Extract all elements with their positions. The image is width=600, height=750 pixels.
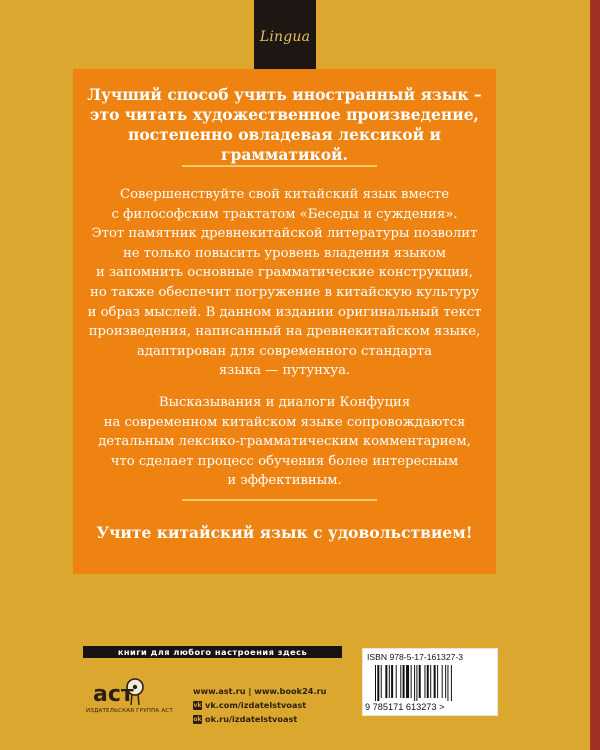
publisher-name: ИЗДАТЕЛЬСКАЯ ГРУППА АСТ bbox=[86, 708, 173, 714]
series-logo-tab bbox=[254, 0, 316, 74]
barcode-bar bbox=[381, 665, 382, 698]
lead-line: Лучший способ учить иностранный язык – bbox=[87, 85, 482, 104]
description-line: адаптирован для современного стандарта bbox=[137, 343, 432, 359]
description-paragraph bbox=[73, 185, 496, 381]
barcode-bar bbox=[406, 665, 409, 698]
vk-link-text: vk.com/izdatelstvoast bbox=[205, 700, 307, 710]
barcode-bar bbox=[396, 665, 397, 698]
barcode-bar bbox=[442, 665, 443, 698]
description-line: но также обеспечит погружение в китайскую культуру bbox=[90, 284, 479, 300]
description-line: Этот памятник древнекитайской литературы позволит bbox=[91, 226, 478, 242]
barcode-bar bbox=[375, 665, 376, 701]
commentary-line: что сделает процесс обучения более интересным bbox=[110, 453, 459, 469]
annotation-panel bbox=[73, 69, 496, 574]
barcode-box bbox=[362, 648, 498, 716]
ok-link-text: ok.ru/izdatelstvoast bbox=[205, 714, 298, 724]
barcode-bar bbox=[419, 665, 421, 698]
lead-paragraph bbox=[73, 85, 496, 165]
commentary-line: на современном китайском языке сопровождаются bbox=[103, 414, 466, 430]
publisher-logo bbox=[87, 665, 197, 725]
barcode-bar bbox=[445, 665, 446, 698]
isbn-label: ISBN 978-5-17-161327-3 bbox=[367, 652, 464, 662]
ok-link[interactable] bbox=[193, 712, 326, 726]
barcode-digits: 9 785171 613273 > bbox=[365, 702, 445, 712]
barcode-bar bbox=[451, 665, 452, 701]
barcode-bar bbox=[391, 665, 393, 698]
barcode-bar bbox=[424, 665, 425, 698]
barcode-bar bbox=[437, 665, 438, 698]
barcode-bar bbox=[403, 665, 405, 698]
barcode-bar bbox=[377, 665, 379, 701]
barcode-bar bbox=[411, 665, 412, 698]
description-line: с философским трактатом «Беседы и суждения». bbox=[111, 206, 458, 222]
spine-stripe bbox=[590, 0, 600, 750]
barcode-bar bbox=[447, 665, 448, 701]
description-line: и образ мыслей. В данном издании оригинальный текст bbox=[87, 304, 482, 320]
barcode-bar bbox=[434, 665, 436, 698]
barcode-bar bbox=[385, 665, 387, 698]
closing-slogan: Учите китайский язык с удовольствием! bbox=[96, 523, 473, 542]
commentary-line: детальным лексико-грамматическим комментарием, bbox=[98, 434, 471, 450]
barcode-bar bbox=[389, 665, 390, 698]
ok-icon: ok bbox=[193, 715, 202, 723]
divider-bottom bbox=[182, 499, 377, 501]
barcode-bar bbox=[427, 665, 429, 698]
commentary-line: Высказывания и диалоги Конфуция bbox=[158, 395, 411, 410]
commentary-line: и эффективным. bbox=[227, 473, 342, 489]
description-line: произведения, написанный на древнекитайском языке, bbox=[88, 324, 481, 340]
commentary-paragraph bbox=[73, 393, 496, 491]
series-slogan-bar: книги для любого настроения здесь bbox=[83, 646, 342, 658]
website-links[interactable] bbox=[193, 684, 326, 698]
description-line: не только повысить уровень владения языком bbox=[122, 245, 447, 261]
barcode-bars bbox=[375, 665, 485, 701]
barcode-bar bbox=[416, 665, 417, 701]
barcode-bar bbox=[414, 665, 415, 701]
lead-line: постепенно овладевая лексикой и грамматикой. bbox=[128, 125, 441, 164]
barcode-bar bbox=[400, 665, 401, 698]
website-links-text: www.ast.ru | www.book24.ru bbox=[193, 686, 327, 696]
publisher-logo-text: аст bbox=[93, 682, 134, 707]
description-line: языка — путунхуа. bbox=[218, 363, 351, 379]
series-logo: Lingua bbox=[259, 29, 311, 45]
publisher-links bbox=[193, 684, 326, 726]
description-line: Совершенствуйте свой китайский язык вместе bbox=[119, 187, 450, 202]
vk-icon: vk bbox=[193, 701, 202, 709]
vk-link[interactable] bbox=[193, 698, 326, 712]
barcode-bar bbox=[430, 665, 431, 698]
description-line: и запомнить основные грамматические конструкции, bbox=[96, 265, 473, 281]
lead-line: это читать художественное произведение, bbox=[90, 105, 479, 124]
divider-top bbox=[182, 165, 377, 167]
